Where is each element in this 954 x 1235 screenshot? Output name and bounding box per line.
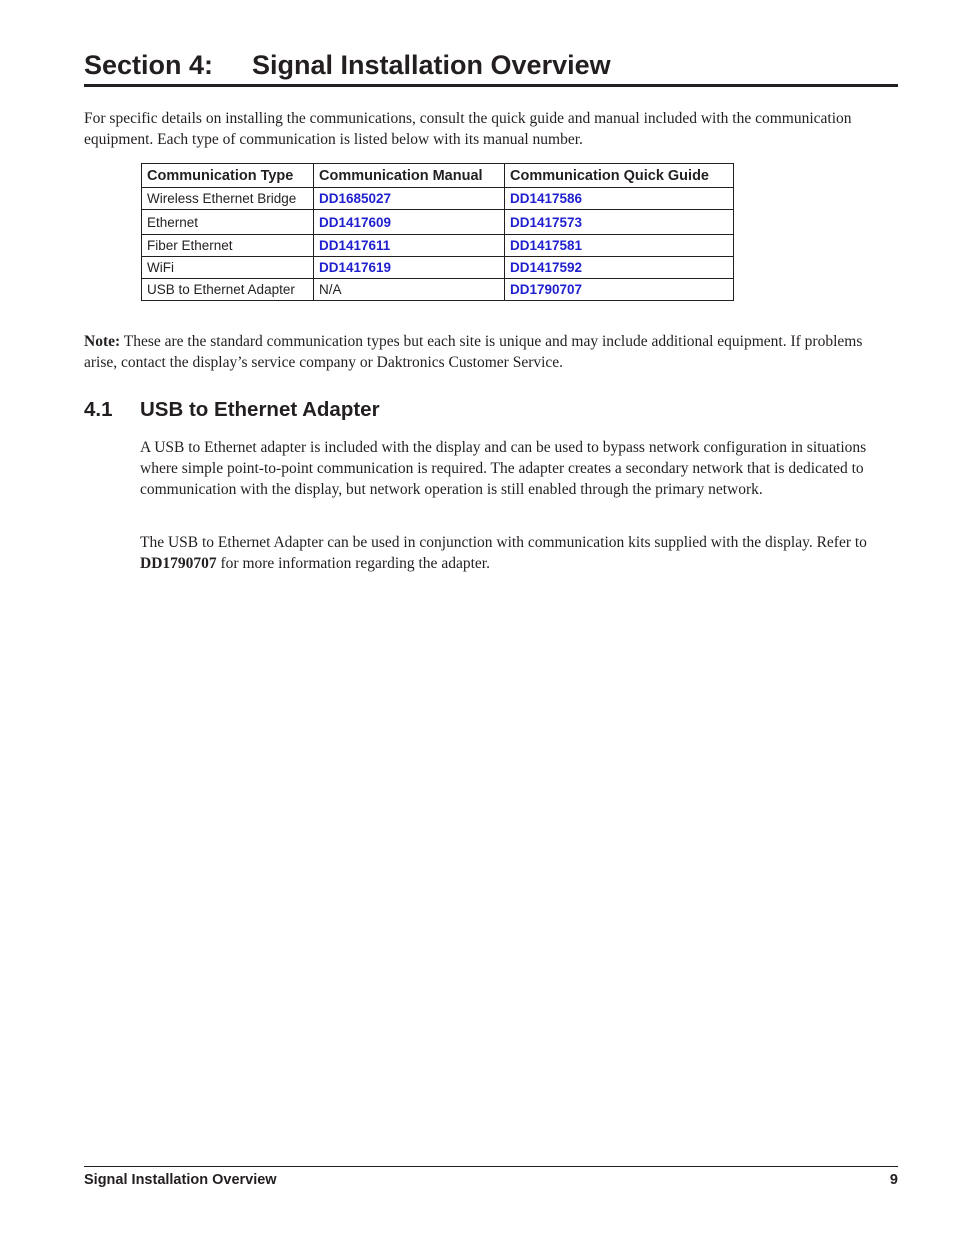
manual-cell [314, 257, 505, 279]
subsection-number: 4.1 [84, 398, 113, 421]
type-cell: Wireless Ethernet Bridge [142, 188, 314, 210]
table-row [142, 235, 734, 257]
manual-link[interactable]: DD1685027 [319, 191, 392, 206]
table-row [142, 257, 734, 279]
header-communication-manual: Communication Manual [314, 164, 505, 188]
manual-cell [314, 188, 505, 210]
manual-link[interactable]: DD1417609 [319, 214, 392, 230]
table-row [142, 188, 734, 210]
guide-cell [505, 210, 734, 235]
section-title [84, 48, 898, 87]
intro-paragraph: For specific details on installing the communications, consult the quick guide and manual included with the communication equipment. Each type of communication is listed below with its manual number. [84, 110, 852, 148]
quick-guide-link[interactable]: DD1417573 [510, 214, 583, 230]
guide-cell [505, 257, 734, 279]
header-communication-quick-guide: Communication Quick Guide [505, 164, 734, 188]
manual-cell [314, 235, 505, 257]
page-number: 9 [889, 1172, 898, 1188]
quick-guide-link[interactable]: DD1417586 [510, 191, 583, 206]
footer-title: Signal Installation Overview [84, 1172, 277, 1188]
note-paragraph [84, 331, 899, 373]
type-cell: WiFi [142, 257, 314, 279]
table-header-row [142, 164, 734, 188]
page-footer [84, 1166, 898, 1190]
table-row [142, 210, 734, 235]
guide-cell [505, 188, 734, 210]
quick-guide-link[interactable]: DD1417592 [510, 260, 583, 275]
subsection-title [84, 396, 380, 424]
type-cell: USB to Ethernet Adapter [142, 279, 314, 301]
communication-table [141, 163, 734, 301]
guide-cell [505, 279, 734, 301]
guide-cell [505, 235, 734, 257]
type-cell: Fiber Ethernet [142, 235, 314, 257]
quick-guide-link[interactable]: DD1790707 [510, 282, 583, 297]
section-number: Section 4: [84, 50, 214, 80]
header-communication-type: Communication Type [142, 164, 314, 188]
reference-text-before: The USB to Ethernet Adapter can be used in conjunction with communication kits supplied with the display. Refer to [140, 534, 867, 551]
note-label: Note: [84, 333, 121, 350]
note-text: These are the standard communication types but each site is unique and may include additional equipment. If problems arise, contact the display’s service company or Daktronics Customer Service. [84, 333, 863, 371]
adapter-reference-paragraph [140, 532, 900, 574]
reference-text-after: for more information regarding the adapter. [216, 555, 490, 572]
manual-link[interactable]: DD1417619 [319, 260, 392, 275]
reference-document-number: DD1790707 [140, 555, 217, 572]
section-title-text: Signal Installation Overview [252, 50, 611, 80]
manual-cell [314, 210, 505, 235]
quick-guide-link[interactable]: DD1417581 [510, 238, 583, 253]
adapter-description-paragraph: A USB to Ethernet adapter is included with the display and can be used to bypass network configuration in situations where simple point-to-point communication is required. The adapter creates a secondary network that is dedicated to communication with the display, but network operation is still enabled through the primary network. [140, 439, 867, 498]
table-row [142, 279, 734, 301]
manual-cell: N/A [314, 279, 505, 301]
type-cell: Ethernet [142, 210, 314, 235]
manual-link[interactable]: DD1417611 [319, 238, 391, 253]
subsection-title-text: USB to Ethernet Adapter [140, 398, 380, 421]
